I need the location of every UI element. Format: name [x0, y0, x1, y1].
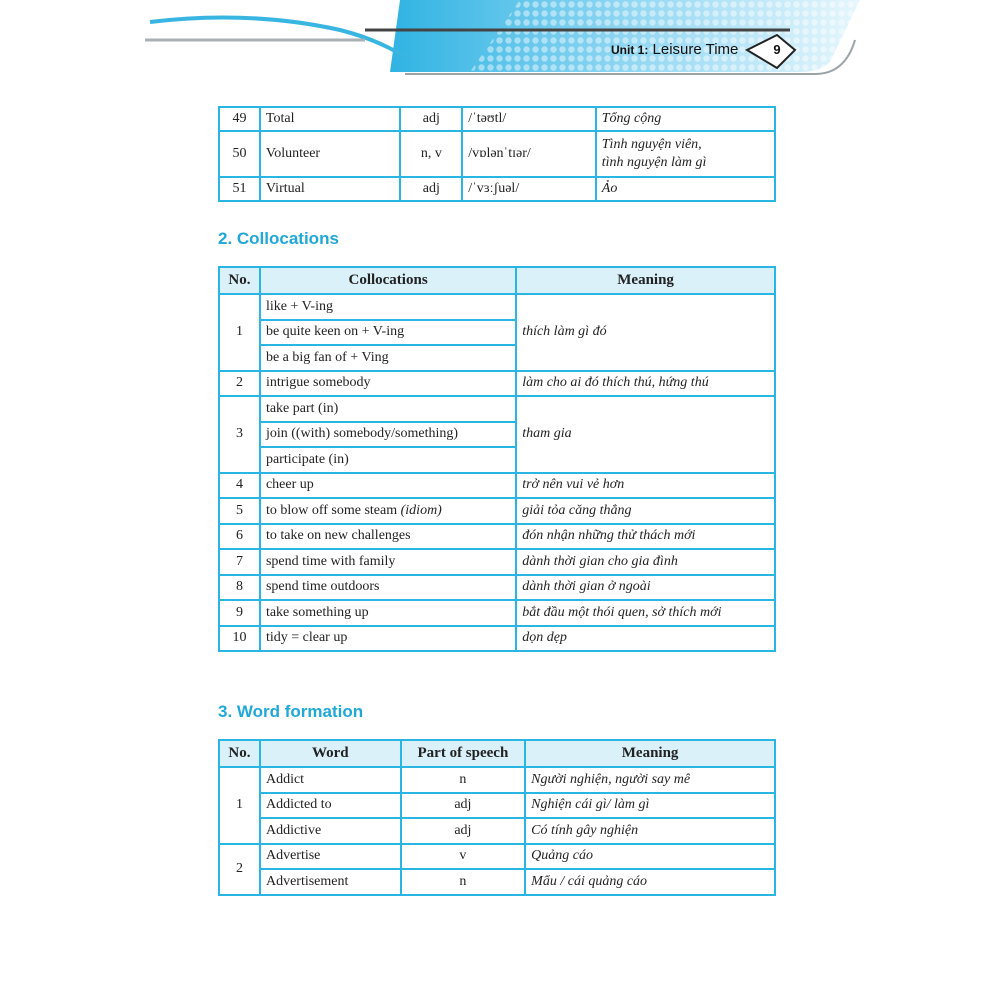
wf-no: 1 — [219, 767, 260, 844]
table-row — [219, 549, 775, 575]
colloc-item-text: to blow off some steam — [265, 502, 398, 518]
table-row — [219, 473, 775, 499]
vocab-no: 51 — [219, 177, 260, 201]
collocations-table — [218, 266, 776, 652]
header-collocations: Collocations — [260, 267, 516, 294]
unit-title — [611, 41, 738, 58]
colloc-item: join ((with) somebody/something) — [260, 422, 516, 448]
wf-meaning: Có tính gây nghiện — [525, 818, 775, 844]
header-part-of-speech: Part of speech — [401, 740, 526, 767]
colloc-no: 3 — [219, 396, 260, 473]
colloc-no: 4 — [219, 473, 260, 499]
header-meaning: Meaning — [516, 267, 775, 294]
table-header-row — [219, 740, 775, 767]
colloc-item: spend time with family — [260, 549, 516, 575]
colloc-item: be a big fan of + Ving — [260, 345, 516, 371]
wf-word: Advertise — [260, 844, 401, 870]
table-row — [219, 818, 775, 844]
colloc-no: 1 — [219, 294, 260, 371]
colloc-no: 2 — [219, 371, 260, 397]
colloc-meaning: giải tỏa căng thẳng — [516, 498, 775, 524]
colloc-no: 7 — [219, 549, 260, 575]
colloc-item: cheer up — [260, 473, 516, 499]
header-no: No. — [219, 740, 260, 767]
colloc-meaning: trở nên vui vẻ hơn — [516, 473, 775, 499]
vocab-ipa: /vɒlənˈtɪər/ — [462, 131, 596, 177]
colloc-meaning: thích làm gì đó — [516, 294, 775, 371]
table-row — [219, 371, 775, 397]
colloc-item: participate (in) — [260, 447, 516, 473]
header-word: Word — [260, 740, 401, 767]
vocab-type: adj — [400, 107, 462, 131]
wf-word: Addictive — [260, 818, 401, 844]
vocab-ipa: /ˈvɜːʃuəl/ — [462, 177, 596, 201]
vocab-ipa: /ˈtəʊtl/ — [462, 107, 596, 131]
header-meaning: Meaning — [525, 740, 775, 767]
table-header-row — [219, 267, 775, 294]
colloc-item: be quite keen on + V-ing — [260, 320, 516, 346]
table-row — [219, 107, 775, 131]
colloc-meaning: dành thời gian cho gia đình — [516, 549, 775, 575]
table-row — [219, 177, 775, 201]
vocab-no: 49 — [219, 107, 260, 131]
vocab-meaning: Ảo — [596, 177, 775, 201]
unit-label: Unit 1: — [611, 43, 649, 57]
vocab-type: adj — [400, 177, 462, 201]
wf-pos: adj — [401, 818, 526, 844]
table-row — [219, 131, 775, 177]
vocab-meaning: Tổng cộng — [596, 107, 775, 131]
word-formation-heading: 3. Word formation — [218, 702, 364, 721]
colloc-no: 6 — [219, 524, 260, 550]
table-row — [219, 793, 775, 819]
wf-meaning: Người nghiện, người say mê — [525, 767, 775, 793]
colloc-no: 9 — [219, 600, 260, 626]
header-decoration — [0, 0, 1000, 100]
vocab-meaning — [596, 131, 775, 177]
word-formation-table — [218, 739, 776, 896]
wf-word: Addict — [260, 767, 401, 793]
colloc-item-note: (idiom) — [400, 502, 442, 518]
vocab-type: n, v — [400, 131, 462, 177]
table-row — [219, 600, 775, 626]
colloc-meaning: tham gia — [516, 396, 775, 473]
colloc-item: like + V-ing — [260, 294, 516, 320]
colloc-item: take something up — [260, 600, 516, 626]
vocab-no: 50 — [219, 131, 260, 177]
wf-no: 2 — [219, 844, 260, 895]
vocab-meaning-line2: tình nguyện làm gì — [601, 155, 707, 170]
vocab-word: Total — [260, 107, 401, 131]
vocab-word: Virtual — [260, 177, 401, 201]
table-row — [219, 767, 775, 793]
wf-pos: adj — [401, 793, 526, 819]
colloc-item: intrigue somebody — [260, 371, 516, 397]
vocab-meaning-line1: Tình nguyện viên, — [601, 137, 702, 152]
wf-pos: n — [401, 767, 526, 793]
colloc-item: to take on new challenges — [260, 524, 516, 550]
colloc-item: take part (in) — [260, 396, 516, 422]
colloc-no: 8 — [219, 575, 260, 601]
table-row — [219, 524, 775, 550]
wf-meaning: Mẩu / cái quảng cáo — [525, 869, 775, 895]
colloc-no: 10 — [219, 626, 260, 652]
page-number: 9 — [773, 42, 781, 57]
wf-word: Addicted to — [260, 793, 401, 819]
colloc-meaning: làm cho ai đó thích thú, hứng thú — [516, 371, 775, 397]
wf-pos: v — [401, 844, 526, 870]
wf-word: Advertisement — [260, 869, 401, 895]
wf-meaning: Nghiện cái gì/ làm gì — [525, 793, 775, 819]
table-row — [219, 294, 775, 320]
wf-meaning: Quảng cáo — [525, 844, 775, 870]
colloc-meaning: đón nhận những thử thách mới — [516, 524, 775, 550]
vocab-word: Volunteer — [260, 131, 401, 177]
table-row — [219, 869, 775, 895]
table-row — [219, 396, 775, 422]
colloc-item — [260, 498, 516, 524]
colloc-no: 5 — [219, 498, 260, 524]
table-row — [219, 626, 775, 652]
colloc-meaning: dành thời gian ở ngoài — [516, 575, 775, 601]
vocabulary-table — [218, 106, 776, 202]
wf-pos: n — [401, 869, 526, 895]
table-row — [219, 498, 775, 524]
colloc-item: tidy = clear up — [260, 626, 516, 652]
table-row — [219, 844, 775, 870]
collocations-heading: 2. Collocations — [218, 229, 339, 248]
table-row — [219, 575, 775, 601]
colloc-meaning: dọn dẹp — [516, 626, 775, 652]
unit-name: Leisure Time — [652, 41, 739, 58]
colloc-meaning: bắt đầu một thói quen, sở thích mới — [516, 600, 775, 626]
header-no: No. — [219, 267, 260, 294]
colloc-item: spend time outdoors — [260, 575, 516, 601]
